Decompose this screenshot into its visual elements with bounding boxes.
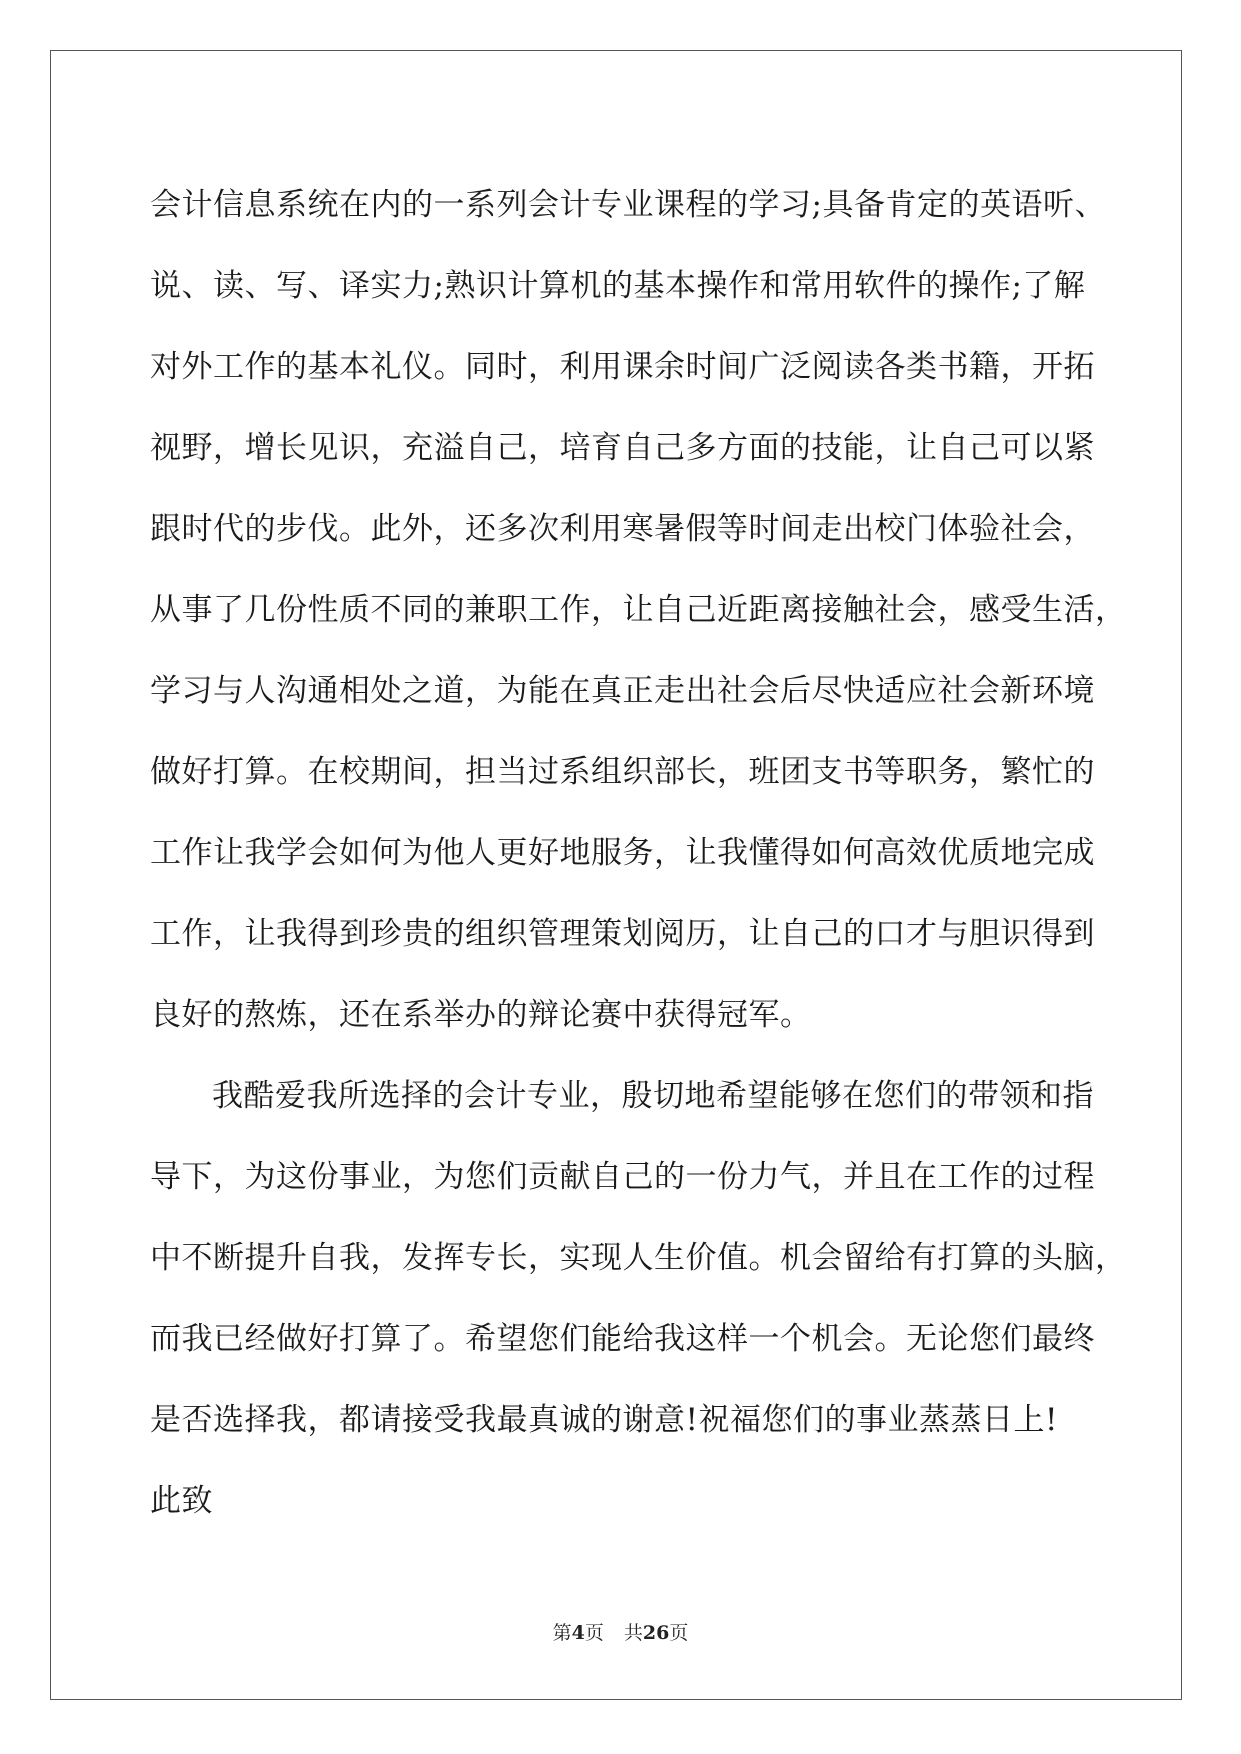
text-line: 工作，让我得到珍贵的组织管理策划阅历，让自己的口才与胆识得到 [150,916,1095,952]
paragraph-start-line: 我酷爱我所选择的会计专业，殷切地希望能够在您们的带领和指 [212,1078,1094,1114]
total-suffix: 页 [669,1622,689,1644]
text-line: 对外工作的基本礼仪。同时，利用课余时间广泛阅读各类书籍，开拓 [150,349,1095,385]
page-prefix: 第 [552,1622,572,1644]
letter-body [150,165,1127,1542]
page-suffix: 页 [584,1622,604,1644]
text-line: 视野，增长见识，充溢自己，培育自己多方面的技能，让自己可以紧 [150,430,1095,466]
text-line: 是否选择我，都请接受我最真诚的谢意!祝福您们的事业蒸蒸日上! [150,1402,1058,1438]
text-line: 工作让我学会如何为他人更好地服务，让我懂得如何高效优质地完成 [150,835,1095,871]
text-line: 良好的熬炼，还在系举办的辩论赛中获得冠军。 [150,997,812,1033]
text-line: 导下，为这份事业，为您们贡献自己的一份力气，并且在工作的过程 [150,1159,1095,1195]
text-line: 学习与人沟通相处之道，为能在真正走出社会后尽快适应社会新环境 [150,673,1095,709]
text-line: 从事了几份性质不同的兼职工作，让自己近距离接触社会，感受生活， [150,592,1127,628]
text-line: 中不断提升自我，发挥专长，实现人生价值。机会留给有打算的头脑， [150,1240,1127,1276]
text-line: 跟时代的步伐。此外，还多次利用寒暑假等时间走出校门体验社会， [150,511,1095,547]
text-line: 做好打算。在校期间，担当过系组织部长，班团支书等职务，繁忙的 [150,754,1095,790]
total-pages: 26 [642,1622,670,1644]
total-prefix: 共 [623,1622,643,1644]
page-number: 4 [571,1622,585,1644]
text-line: 会计信息系统在内的一系列会计专业课程的学习;具备肯定的英语听、 [150,187,1106,223]
closing-salutation: 此致 [150,1483,213,1519]
text-line: 而我已经做好打算了。希望您们能给我这样一个机会。无论您们最终 [150,1321,1095,1357]
text-line: 说、读、写、译实力;熟识计算机的基本操作和常用软件的操作;了解 [150,268,1086,304]
page-footer [0,1618,1241,1645]
